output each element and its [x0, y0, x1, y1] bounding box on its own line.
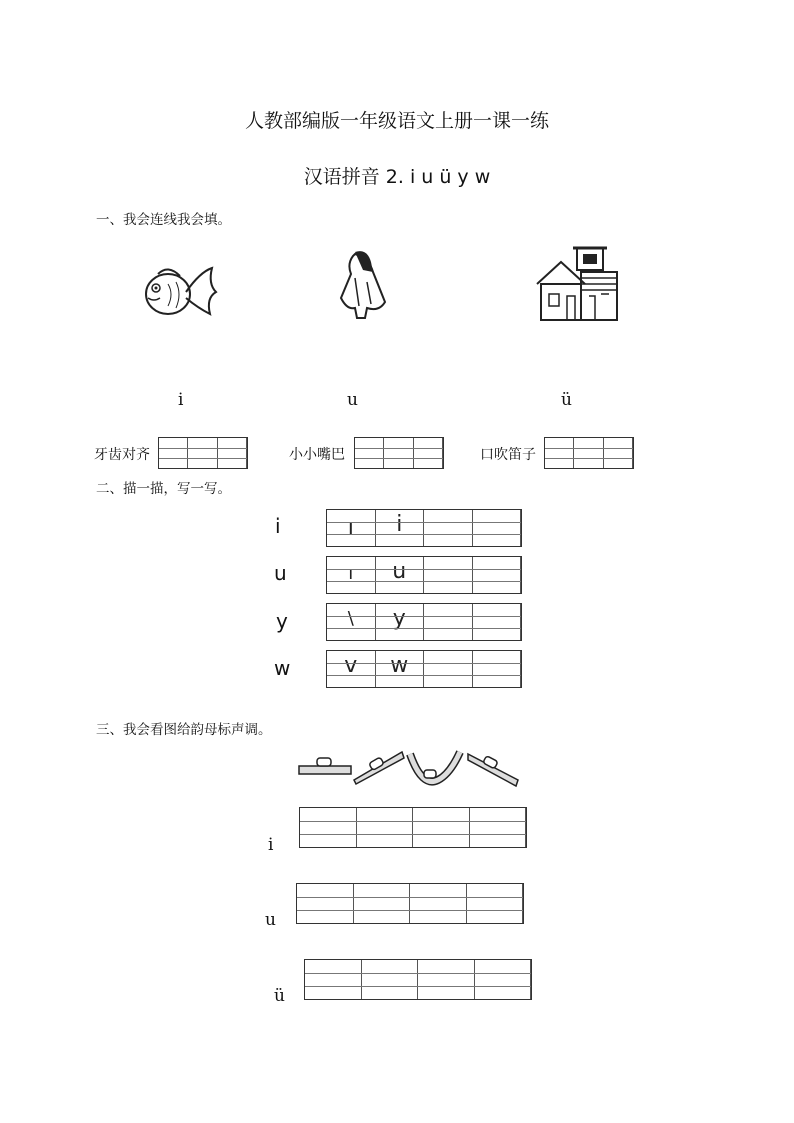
raincoat-icon [333, 248, 389, 322]
trace-u-1: ı [348, 563, 354, 584]
tone3-dip-road-icon [408, 748, 462, 788]
trace-i-2: i [396, 512, 403, 537]
match-letter-i: i [178, 390, 184, 410]
answer-grid-3[interactable] [544, 437, 634, 469]
tone-grid-u[interactable] [296, 883, 524, 924]
section-2-heading: 二、描一描，写一写。 [96, 481, 231, 497]
tone1-flat-road-icon [299, 752, 351, 782]
trace-y-2: y [392, 606, 406, 631]
fill-label-3: 口吹笛子 [480, 447, 536, 463]
match-letter-yu: ü [561, 390, 572, 410]
trace-grid-y[interactable] [326, 603, 522, 641]
tone2-rising-road-icon [354, 748, 404, 784]
tone-letter-yu: ü [274, 986, 285, 1006]
match-letter-u: u [347, 390, 358, 410]
section-3-heading: 三、我会看图给韵母标声调。 [96, 722, 272, 738]
stroke-model-w: w [274, 656, 291, 680]
tone-letter-i: i [268, 835, 274, 855]
stroke-model-y: y [276, 609, 288, 633]
stroke-model-u: u [274, 561, 287, 585]
trace-grid-u[interactable] [326, 556, 522, 594]
tone-grid-i[interactable] [299, 807, 527, 848]
trace-grid-i[interactable] [326, 509, 522, 547]
trace-i-1: ı [347, 516, 354, 541]
fish-icon [138, 262, 222, 322]
trace-grid-w[interactable] [326, 650, 522, 688]
trace-u-2: u [392, 559, 407, 584]
section-1-heading: 一、我会连线我会填。 [96, 212, 231, 228]
fill-label-1: 牙齿对齐 [94, 447, 150, 463]
trace-w-2: w [390, 653, 409, 678]
answer-grid-1[interactable] [158, 437, 248, 469]
page-subtitle: 汉语拼音 2. i u ü y w [303, 166, 491, 188]
trace-y-1: \ [347, 608, 354, 629]
fill-label-2: 小小嘴巴 [289, 447, 345, 463]
stroke-model-i: i [275, 514, 281, 538]
page-title: 人教部编版一年级语文上册一课一练 [244, 110, 549, 132]
trace-w-1: v [344, 653, 358, 678]
tone-letter-u: u [265, 910, 276, 930]
tone-grid-yu[interactable] [304, 959, 532, 1000]
answer-grid-2[interactable] [354, 437, 444, 469]
house-icon [533, 244, 625, 322]
tone4-falling-road-icon [468, 746, 520, 786]
